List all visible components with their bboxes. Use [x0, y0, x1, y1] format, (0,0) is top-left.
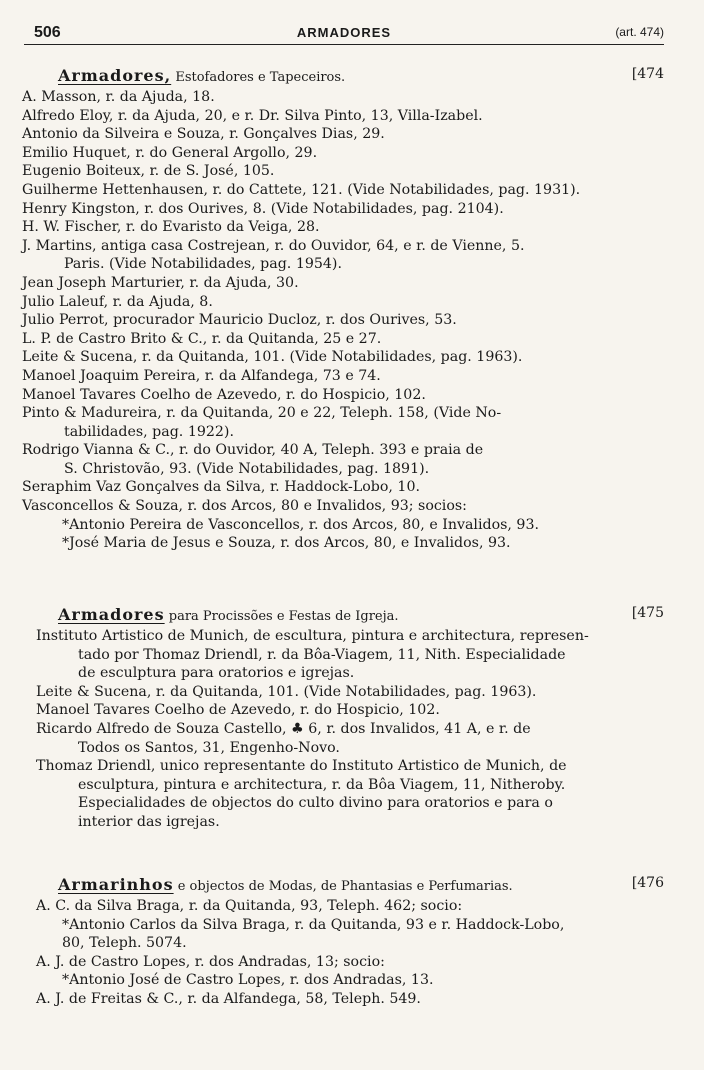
- list-item: Leite & Sucena, r. da Quitanda, 101. (Vide Notabilidades, pag. 1963).: [22, 349, 523, 366]
- section-475: [22, 605, 664, 832]
- article-reference: (art. 474): [615, 25, 664, 39]
- list-item: A. J. de Freitas & C., r. da Alfandega, 58, Teleph. 549.: [36, 990, 421, 1007]
- list-item: *Antonio Carlos da Silva Braga, r. da Quitanda, 93 e r. Haddock-Lobo, 80, Teleph. 5074.: [62, 916, 565, 952]
- list-item: Antonio da Silveira e Souza, r. Gonçalves Dias, 29.: [22, 126, 385, 143]
- section-heading: [22, 875, 664, 897]
- list-item: Ricardo Alfredo de Souza Castello, ♣ 6, r. dos Invalidos, 41 A, e r. de Todos os Santos, 31, Engenho-Novo.: [36, 720, 531, 756]
- section-title-rest: e objectos de Modas, de Phantasias e Perfumarias.: [177, 879, 513, 894]
- section-title-main: Armadores: [58, 605, 165, 624]
- list-item: H. W. Fischer, r. do Evaristo da Veiga, 28.: [22, 219, 320, 236]
- list-item: Manoel Joaquim Pereira, r. da Alfandega, 73 e 74.: [22, 367, 381, 384]
- running-title: ARMADORES: [296, 25, 392, 40]
- list-item: *José Maria de Jesus e Souza, r. dos Arcos, 80, e Invalidos, 93.: [62, 535, 511, 552]
- list-item: A. Masson, r. da Ajuda, 18.: [22, 89, 215, 105]
- list-item: A. C. da Silva Braga, r. da Quitanda, 93, Teleph. 462; socio:: [36, 898, 463, 914]
- list-item: Pinto & Madureira, r. da Quitanda, 20 e 22, Teleph. 158, (Vide No- tabilidades, pag. 1922).: [22, 405, 502, 440]
- section-entries: [22, 88, 664, 553]
- section-474: [22, 66, 664, 553]
- section-title-main: Armadores,: [58, 66, 172, 85]
- list-item: Eugenio Boiteux, r. de S. José, 105.: [22, 163, 275, 180]
- list-item: Seraphim Vaz Gonçalves da Silva, r. Haddock-Lobo, 10.: [22, 479, 420, 496]
- list-item: Jean Joseph Marturier, r. da Ajuda, 30.: [22, 274, 299, 291]
- section-number: [474: [631, 66, 664, 82]
- list-item: Alfredo Eloy, r. da Ajuda, 20, e r. Dr. Silva Pinto, 13, Villa-Izabel.: [22, 107, 483, 124]
- list-item: Leite & Sucena, r. da Quitanda, 101. (Vide Notabilidades, pag. 1963).: [36, 683, 537, 700]
- section-title-main: Armarinhos: [58, 875, 174, 894]
- list-item: Julio Laleuf, r. da Ajuda, 8.: [22, 293, 213, 310]
- section-number: [476: [631, 875, 664, 891]
- section-title-rest: para Procissões e Festas de Igreja.: [168, 609, 399, 624]
- list-item: Manoel Tavares Coelho de Azevedo, r. do Hospicio, 102.: [22, 386, 426, 403]
- list-item: Guilherme Hettenhausen, r. do Cattete, 121. (Vide Notabilidades, pag. 1931).: [22, 181, 581, 198]
- list-item: *Antonio José de Castro Lopes, r. dos Andradas, 13.: [62, 972, 434, 989]
- list-item: Emilio Huquet, r. do General Argollo, 29.: [22, 144, 318, 161]
- list-item: Vasconcellos & Souza, r. dos Arcos, 80 e Invalidos, 93; socios:: [22, 498, 467, 515]
- section-heading: [22, 605, 664, 627]
- page-header: [24, 22, 664, 45]
- list-item: Julio Perrot, procurador Mauricio Ducloz, r. dos Ourives, 53.: [22, 312, 457, 329]
- list-item: *Antonio Pereira de Vasconcellos, r. dos Arcos, 80, e Invalidos, 93.: [62, 516, 539, 533]
- list-item: Instituto Artistico de Munich, de escultura, pintura e architectura, represen- tado por Thomaz Driendl, r. da Bôa-Viagem, 11, Nith. Especialidade de esculptura para oratorios e igrejas.: [36, 628, 589, 682]
- page-number: 506: [34, 24, 61, 41]
- section-number: [475: [631, 605, 664, 621]
- list-item: Manoel Tavares Coelho de Azevedo, r. do Hospicio, 102.: [36, 702, 440, 719]
- section-title-rest: Estofadores e Tapeceiros.: [175, 70, 346, 85]
- list-item: Rodrigo Vianna & C., r. do Ouvidor, 40 A, Teleph. 393 e praia de S. Christovão, 93. (Vide Notabilidades, pag. 1891).: [22, 442, 484, 477]
- section-476: [22, 875, 664, 1009]
- list-item: J. Martins, antiga casa Costrejean, r. do Ouvidor, 64, e r. de Vienne, 5. Paris. (Vide Notabilidades, pag. 1954).: [22, 237, 525, 273]
- section-heading: [22, 66, 664, 88]
- list-item: Henry Kingston, r. dos Ourives, 8. (Vide Notabilidades, pag. 2104).: [22, 200, 504, 217]
- list-item: A. J. de Castro Lopes, r. dos Andradas, 13; socio:: [36, 953, 385, 970]
- list-item: L. P. de Castro Brito & C., r. da Quitanda, 25 e 27.: [22, 330, 382, 347]
- section-entries: [22, 627, 664, 832]
- section-entries: [22, 897, 664, 1009]
- list-item: Thomaz Driendl, unico representante do Instituto Artistico de Munich, de esculptura, pintura e architectura, r. da Bôa Viagem, 11, Nitheroby. Especialidades de objectos do culto divino para oratorios e para o interior das igrejas.: [36, 758, 567, 830]
